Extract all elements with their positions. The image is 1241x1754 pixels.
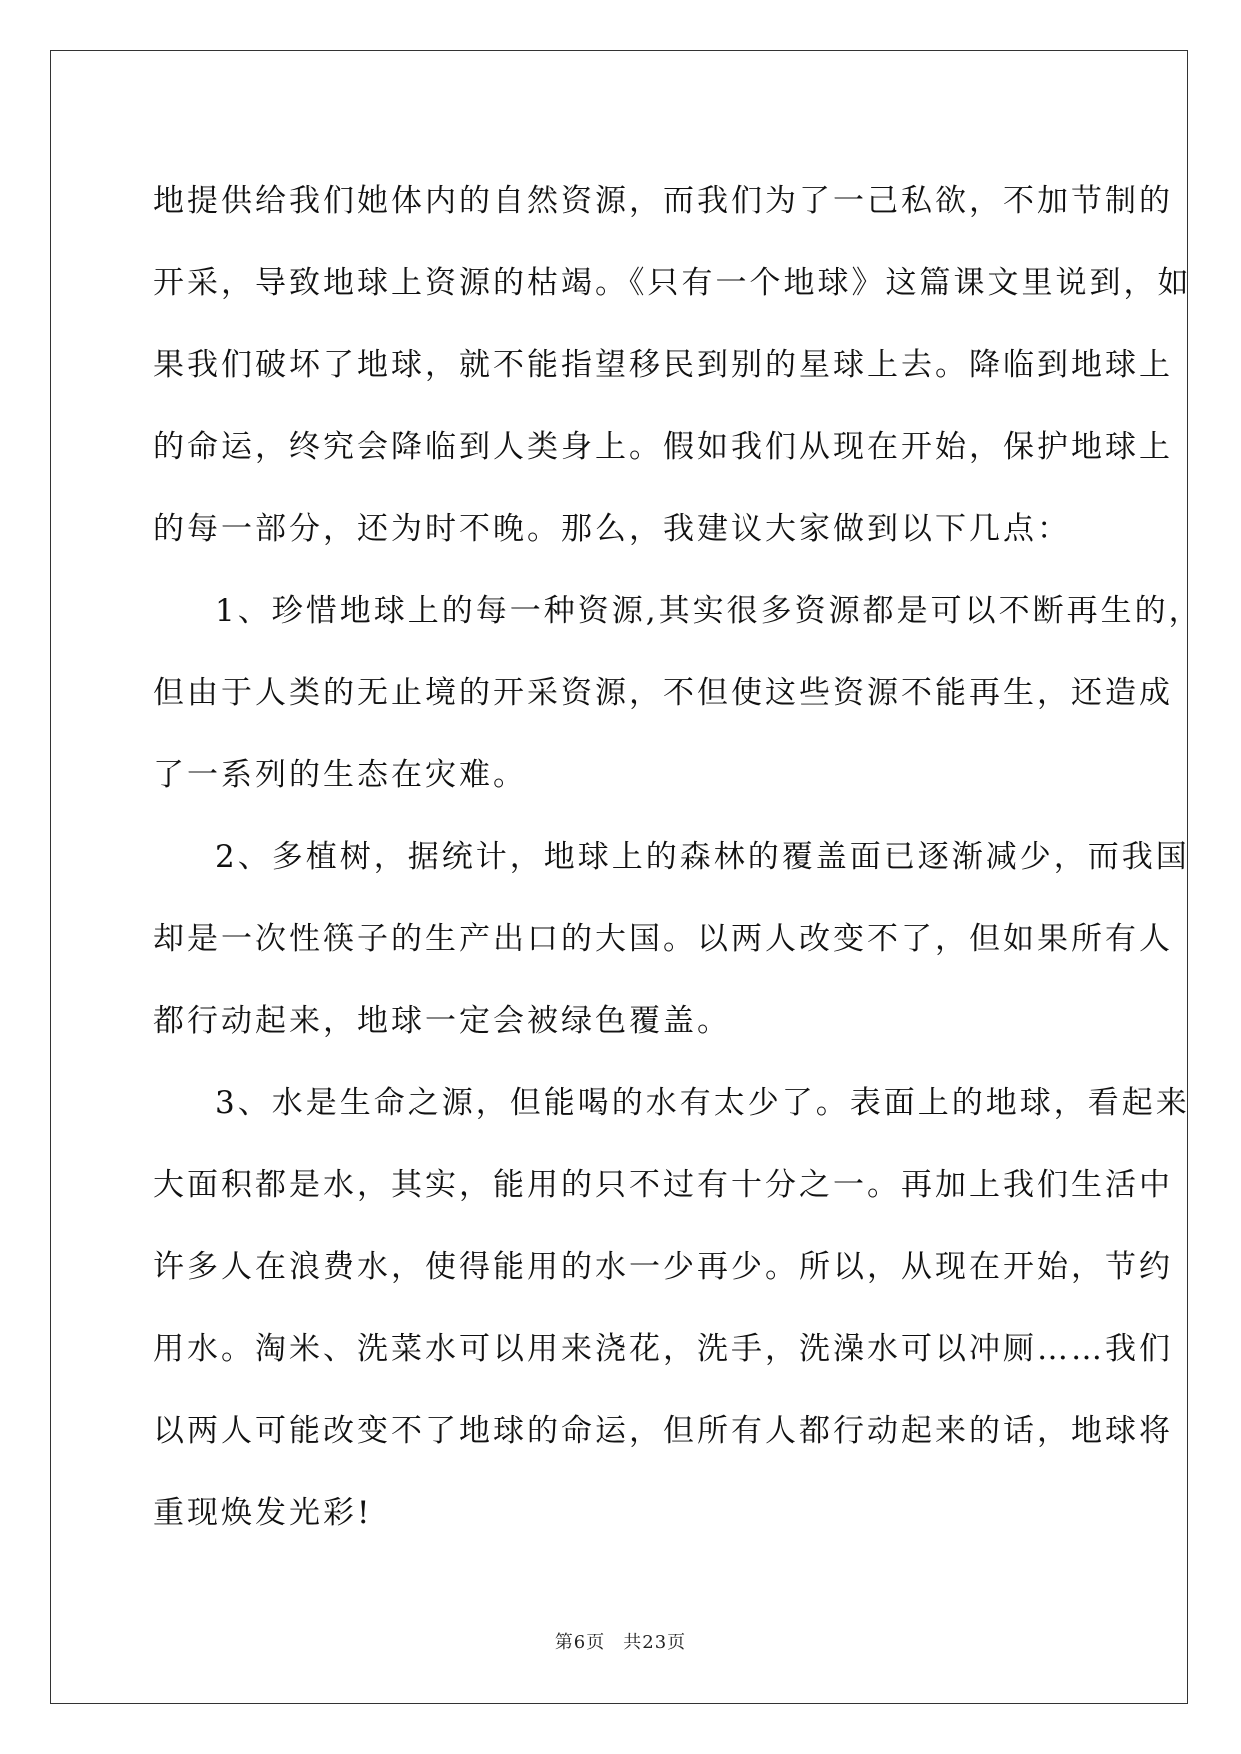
text-line: 重现焕发光彩! <box>153 1495 373 1531</box>
text-line: 都行动起来，地球一定会被绿色覆盖。 <box>153 1003 731 1039</box>
text-line: 3、水是生命之源，但能喝的水有太少了。表面上的地球，看起来 <box>215 1085 1190 1121</box>
document-body <box>153 160 1203 1554</box>
text-line: 2、多植树，据统计，地球上的森林的覆盖面已逐渐减少，而我国 <box>215 839 1190 875</box>
text-line: 大面积都是水，其实，能用的只不过有十分之一。再加上我们生活中 <box>153 1167 1173 1203</box>
text-line: 但由于人类的无止境的开采资源，不但使这些资源不能再生，还造成 <box>153 675 1173 711</box>
text-line: 用水。淘米、洗菜水可以用来浇花，洗手，洗澡水可以冲厕……我们 <box>153 1331 1173 1367</box>
text-line: 却是一次性筷子的生产出口的大国。以两人改变不了，但如果所有人 <box>153 921 1173 957</box>
page-footer <box>0 1628 1241 1654</box>
text-line: 1、珍惜地球上的每一种资源,其实很多资源都是可以不断再生的， <box>215 593 1203 629</box>
text-line: 的每一部分，还为时不晚。那么，我建议大家做到以下几点： <box>153 511 1071 547</box>
page-total: 共23页 <box>623 1632 687 1653</box>
page-number: 第6页 <box>554 1632 606 1653</box>
text-line: 开采，导致地球上资源的枯竭。《只有一个地球》这篇课文里说到，如 <box>153 265 1192 301</box>
text-line: 许多人在浪费水，使得能用的水一少再少。所以，从现在开始，节约 <box>153 1249 1173 1285</box>
text-line: 的命运，终究会降临到人类身上。假如我们从现在开始，保护地球上 <box>153 429 1173 465</box>
text-line: 地提供给我们她体内的自然资源，而我们为了一己私欲，不加节制的 <box>153 183 1173 219</box>
text-line: 果我们破坏了地球，就不能指望移民到别的星球上去。降临到地球上 <box>153 347 1173 383</box>
text-line: 以两人可能改变不了地球的命运，但所有人都行动起来的话，地球将 <box>153 1413 1173 1449</box>
text-line: 了一系列的生态在灾难。 <box>153 757 527 793</box>
